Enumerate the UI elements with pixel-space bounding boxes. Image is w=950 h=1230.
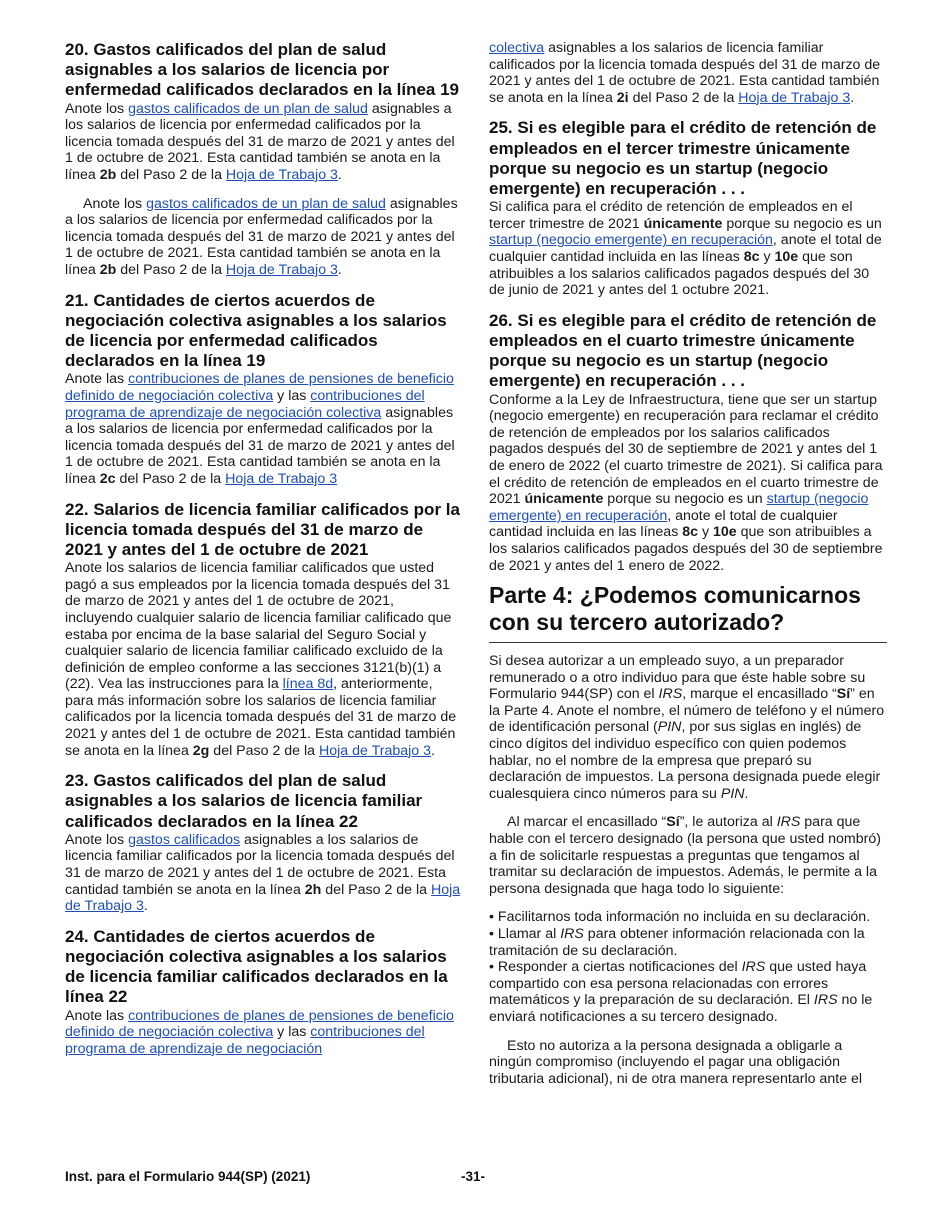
apprenticeship-contributions-link[interactable]: contribuciones del programa de aprendizaje de negociación colectiva bbox=[65, 387, 425, 421]
recovery-startup-link[interactable]: startup (negocio emergente) en recuperación bbox=[489, 232, 773, 249]
pension-contributions-link[interactable]: contribuciones de planes de pensiones de beneficio definido de negociación colectiva bbox=[65, 1007, 454, 1041]
list-item: • Facilitarnos toda información no incluida en su declaración. bbox=[489, 909, 871, 926]
section-25-paragraph: Si califica para el crédito de retención de empleados en el tercer trimestre de 2021 únicamente porque su negocio es un startup (negocio emergente) en recuperación, anote el total de cualquier cantidad incluida en las líneas 8c y 10e que son atribuibles a los salarios calificados pagados después del 30 de junio de 2021 y antes del 1 octubre 2021. bbox=[489, 199, 882, 299]
worksheet-3-link[interactable]: Hoja de Trabajo 3 bbox=[225, 166, 338, 183]
apprenticeship-contributions-link[interactable]: colectiva bbox=[489, 40, 545, 56]
worksheet-3-link[interactable]: Hoja de Trabajo 3 bbox=[225, 470, 338, 487]
worksheet-3-link[interactable]: Hoja de Trabajo 3 bbox=[225, 261, 338, 278]
pension-contributions-link[interactable]: contribuciones de planes de pensiones de beneficio definido de negociación colectiva bbox=[65, 371, 454, 404]
recovery-startup-link[interactable]: startup (negocio emergente) en recuperación bbox=[489, 491, 869, 524]
section-24-continuation: colectiva asignables a los salarios de licencia familiar calificados por la licencia tomada después del 31 de marzo de 2021 y antes del 1 de octubre de 2021. Esta cantidad también se anota en la línea 2i del Paso 2 de la Hoja de Trabajo 3. bbox=[489, 40, 881, 106]
part-4-paragraph-2: Al marcar el encasillado “Sí”, le autoriza al IRS para que hable con el tercero designado (la persona que usted nombró) a fin de solicitarle respuestas a preguntas que tengamos al tramitar su declaración de impuestos. Además, le permite a la persona designada que haga todo lo siguiente: bbox=[489, 814, 881, 897]
list-item: • Responder a ciertas notificaciones del IRS que usted haya compartido con esa persona relacionadas con errores matemáticos y la preparación de su declaración. El IRS no le enviará notificaciones a su tercero designado. bbox=[489, 959, 873, 1025]
section-21-heading: 21. Cantidades de ciertos acuerdos de negociación colectiva asignables a los salarios de licencia por enfermedad calificados declarados en la línea 19 bbox=[65, 290, 447, 371]
line-8d-link[interactable]: línea 8d bbox=[282, 676, 334, 693]
section-25-heading: 25. Si es elegible para el crédito de retención de empleados en el tercer trimestre únicamente porque su negocio es un startup (negocio emergente) en recuperación . . . bbox=[489, 118, 877, 198]
health-plan-expenses-link[interactable]: gastos calificados de un plan de salud bbox=[146, 195, 386, 212]
section-20-heading: 20. Gastos calificados del plan de salud asignables a los salarios de licencia por enfermedad calificados declarados en la línea 19 bbox=[65, 40, 460, 100]
section-23-paragraph: Anote los gastos calificados asignables a los salarios de licencia familiar calificados por la licencia tomada después del 31 de marzo de 2021 y antes del 1 de octubre de 2021. Esta cantidad también se anota en la línea 2h del Paso 2 de la Hoja de Trabajo 3. bbox=[65, 831, 461, 915]
page-number: -31- bbox=[461, 1169, 486, 1184]
section-24-paragraph: Anote las contribuciones de planes de pensiones de beneficio definido de negociación colectiva y las contribuciones del programa de aprendizaje de negociación bbox=[65, 1007, 454, 1057]
section-26-heading: 26. Si es elegible para el crédito de retención de empleados en el cuarto trimestre únicamente porque su negocio es un startup (negocio emergente) en recuperación . . . bbox=[489, 310, 877, 391]
section-26-paragraph: Conforme a la Ley de Infraestructura, tiene que ser un startup (negocio emergente) en recuperación para reclamar el crédito de retención de empleados por los salarios calificados pagados después del 30 de septiembre de 2021 y antes del 1 de enero de 2022 (el cuarto trimestre de 2021). Si califica para el crédito de retención de empleados en el cuarto trimestre de 2021 únicamente porque su negocio es un startup (negocio emergente) en recuperación, anote el total de cualquier cantidad incluida en las líneas 8c y 10e que son atribuibles a los salarios calificados pagados después del 30 de septiembre de 2021 y antes del 1 enero de 2022. bbox=[489, 391, 883, 574]
section-21-paragraph: Anote las contribuciones de planes de pensiones de beneficio definido de negociación colectiva y las contribuciones del programa de aprendizaje de negociación colectiva asignables a los salarios de licencia por enfermedad calificados por la licencia tomada después del 31 de marzo de 2021 y antes del 1 de octubre de 2021. Esta cantidad también se anota en la línea 2c del Paso 2 de la Hoja de Trabajo 3 bbox=[65, 371, 455, 487]
left-column bbox=[65, 40, 463, 1057]
section-20-paragraph-1: Anote los gastos calificados de un plan de salud asignables a los salarios de licencia por enfermedad calificados por la licencia tomada después del 31 de marzo de 2021 y antes del 1 de octubre de 2021. Esta cantidad también se anota en la línea 2b del Paso 2 de la Hoja de Trabajo 3. bbox=[65, 100, 455, 183]
worksheet-3-link[interactable]: Hoja de Trabajo 3 bbox=[738, 89, 851, 106]
right-column bbox=[489, 40, 887, 1087]
part-4-heading: Parte 4: ¿Podemos comunicarnos con su tercero autorizado? bbox=[489, 582, 861, 636]
worksheet-3-link[interactable]: Hoja de Trabajo 3 bbox=[319, 742, 431, 759]
section-24-heading: 24. Cantidades de ciertos acuerdos de negociación colectiva asignables a los salarios de licencia familiar calificados declarados en la línea 22 bbox=[65, 926, 448, 1007]
designee-permissions-list bbox=[489, 909, 887, 1025]
part-4-paragraph-3: Esto no autoriza a la persona designada a obligarle a ningún compromiso (incluyendo el pagar una obligación tributaria adicional), ni de otra manera representarlo ante el bbox=[489, 1037, 863, 1087]
footer-form-title: Inst. para el Formulario 944(SP) (2021) bbox=[65, 1169, 311, 1184]
qualified-expenses-link[interactable]: gastos calificados bbox=[128, 831, 241, 848]
health-plan-expenses-link[interactable]: gastos calificados de un plan de salud bbox=[128, 100, 368, 117]
section-22-paragraph: Anote los salarios de licencia familiar calificados que usted pagó a sus empleados por la licencia tomada después del 31 de marzo de 2021 y antes del 1 de octubre de 2021, incluyendo cualquier salario de licencia familiar calificado que estaba por encima de la base salarial del Seguro Social y cualquier salario de licencia familiar calificado excluido de la definición de empleo conforme a las secciones 3121(b)(1) a (22). Vea las instrucciones para la línea 8d, anteriormente, para más información sobre los salarios de licencia familiar calificados por la licencia tomada después del 31 de marzo de 2021 y antes del 1 de octubre de 2021. Esta cantidad también se anota en la línea 2g del Paso 2 de la Hoja de Trabajo 3. bbox=[65, 560, 457, 759]
worksheet-3-link[interactable]: Hoja de Trabajo 3 bbox=[65, 881, 461, 915]
section-23-heading: 23. Gastos calificados del plan de salud asignables a los salarios de licencia familiar calificados declarados en la línea 22 bbox=[65, 771, 423, 831]
section-20-paragraph-2: Anote los gastos calificados de un plan de salud asignables a los salarios de licencia por enfermedad calificados por la licencia tomada después del 31 de marzo de 2021 y antes del 1 de octubre de 2021. Esta cantidad también se anota en la línea 2b del Paso 2 de la Hoja de Trabajo 3. bbox=[65, 195, 458, 278]
section-22-heading: 22. Salarios de licencia familiar calificados por la licencia tomada después del 31 de marzo de 2021 y antes del 1 de octubre de 2021 bbox=[65, 499, 460, 559]
apprenticeship-contributions-link[interactable]: contribuciones del programa de aprendizaje de negociación bbox=[65, 1024, 425, 1057]
part-4-divider bbox=[489, 642, 887, 643]
list-item: • Llamar al IRS para obtener información relacionada con la tramitación de su declaración. bbox=[489, 926, 865, 959]
part-4-paragraph-1: Si desea autorizar a un empleado suyo, a un preparador remunerado o a otro individuo para que éste hable sobre su Formulario 944(SP) con el IRS, marque el encasillado “Sí” en la Parte 4. Anote el nombre, el número de teléfono y el número de identificación personal (PIN, por sus siglas en inglés) de cinco dígitos del individuo específico con quien podemos hablar, no el nombre de la empresa que preparó su declaración de impuestos. La persona designada puede elegir cualesquiera cinco números para su PIN. bbox=[489, 653, 885, 802]
